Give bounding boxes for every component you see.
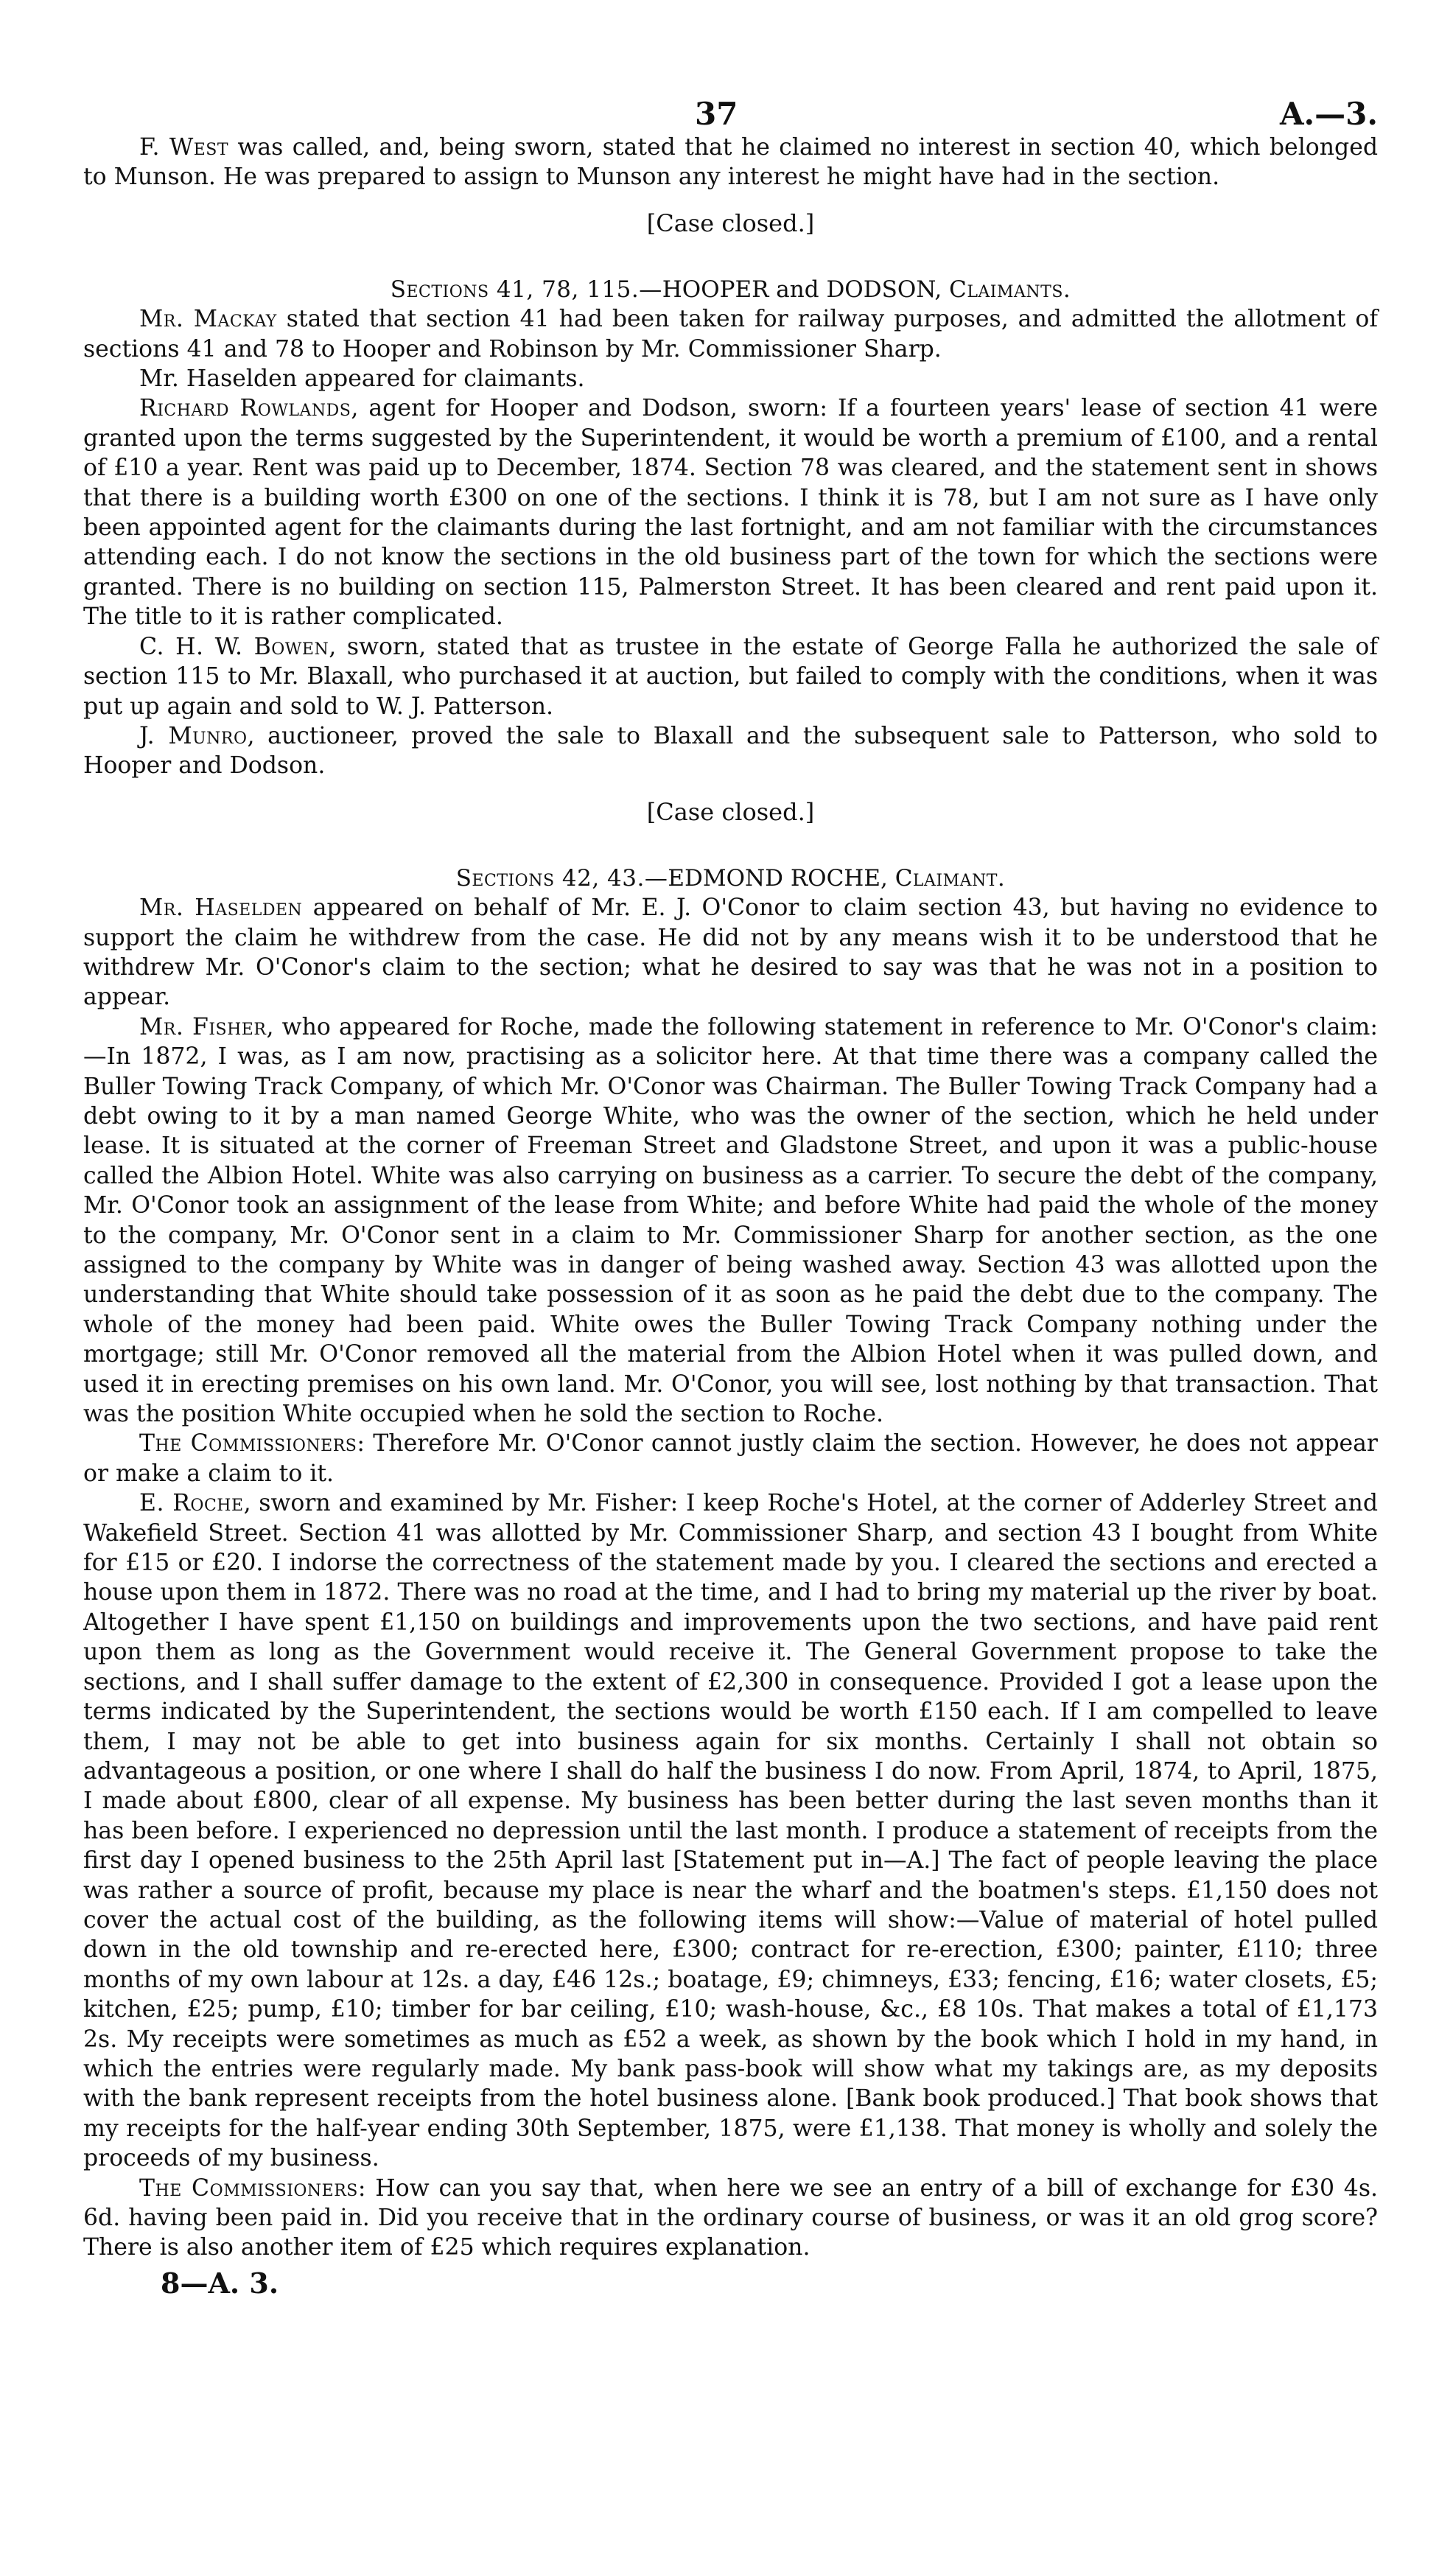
statement-text: , who appeared for Roche, made the following statement in reference to Mr. O'Conor's claim:—In 1872, I was, as I am now, practising as a solicitor here. At that time there was a company called the Buller Towing Track Company, of which Mr. O'Conor was Chairman. The Buller Towing Track Company had a debt owing to it by a man named George White, who was the owner of the section, which he held under lease. It is situated at the corner of Freeman Street and Gladstone Street, and upon it was a public-house called the Albion Hotel. White was also carrying on business as a carrier. To secure the debt of the company, Mr. O'Conor took an assignment of the lease from White; and before White had paid the whole of the money to the company, Mr. O'Conor sent in a claim to Mr. Commissioner Sharp for another section, as the one assigned to the company by White was in danger of being washed away. Section 43 was allotted upon the understanding that White should take possession of it as soon as he paid the debt due to the company. The whole of the money had been paid. White owes the Buller Towing Track Company nothing under the mortgage; still Mr. O'Conor removed all the material from the Albion Hotel when it was pulled down, and used it in erecting premises on his own land. Mr. O'Conor, you will see, lost nothing by that transaction. That was the position White occupied when he sold the section to Roche. — [83, 1013, 1378, 1428]
heading-role: Claimant. — [894, 865, 1006, 892]
speaker-name: Mr. Mackay — [139, 306, 277, 333]
speaker-name: Mr. Fisher — [139, 1013, 267, 1040]
commissioners-remark — [83, 1429, 1378, 1488]
munro-testimony — [83, 721, 1378, 781]
page-content — [83, 0, 1378, 2298]
commissioners-question — [83, 2174, 1378, 2263]
haselden-statement — [83, 893, 1378, 1012]
haselden-note: Mr. Haselden appeared for claimants. — [139, 365, 585, 393]
page-header — [83, 0, 1378, 133]
statement-text: , sworn, stated that as trustee in the estate of George Falla he authorized the sale of section 115 to Mr. Blaxall, who purchased it at auction, but failed to comply with the conditions, when it was put up again and sold to W. J. Patterson. — [83, 633, 1378, 720]
section-heading-hooper — [83, 275, 1378, 304]
case-closed-note: [Case closed.] — [646, 797, 815, 826]
statement-text: , sworn and examined by Mr. Fisher: I keep Roche's Hotel, at the corner of Adderley Street and Wakefield Street. Section 41 was allotted by Mr. Commissioner Sharp, and section 43 I bought from White for £15 or £20. I indorse the correctness of the statement made by you. I cleared the sections and erected a house upon them in 1872. There was no road at the time, and I had to bring my material up the river by boat. Altogether I have spent £1,150 on buildings and improvements upon the two sections, and have paid rent upon them as long as the Government would receive it. The General Government propose to take the sections, and I shall suffer damage to the extent of £2,300 in consequence. Provided I got a lease upon the terms indicated by the Superintendent, the sections would be worth £150 each. If I am compelled to leave them, I may not be able to get into business again for six months. Certainly I shall not obtain so advantageous a position, or one where I shall do half the business I do now. From April, 1874, to April, 1875, I made about £800, clear of all expense. My business has been better during the last seven months than it has been before. I experienced no depression until the last month. I produce a statement of receipts from the first day I opened business to the 25th April last [Statement put in—A.] The fact of people leaving the place was rather a source of profit, because my place is near the wharf and the boatmen's steps. £1,150 does not cover the actual cost of the building, as the following items will show:—Value of material of hotel pulled down in the old township and re-erected here, £300; contract for re-erection, £300; painter, £110; three months of my own labour at 12s. a day, £46 12s.; boatage, £9; chimneys, £33; fencing, £16; water closets, £5; kitchen, £25; pump, £10; timber for bar ceiling, £10; wash-house, &c., £8 10s. That makes a total of £1,173 2s. My receipts were sometimes as much as £52 a week, as shown by the book which I hold in my hand, in which the entries were regularly made. My bank pass-book will show what my takings are, as my deposits with the bank represent receipts from the hotel business alone. [Bank book produced.] That book shows that my receipts for the half-year ending 30th September, 1875, were £1,138. That money is wholly and solely the proceeds of my business. — [83, 1490, 1378, 2172]
statement-text: : Therefore Mr. O'Conor cannot justly claim the section. However, he does not appear or make a claim to it. — [83, 1430, 1378, 1487]
section-gap — [83, 238, 1378, 275]
speaker-name: Mr. Haselden — [139, 895, 303, 922]
heading-claimants: EDMOND ROCHE, — [668, 865, 895, 892]
speaker-name: J. Munro — [139, 722, 248, 749]
heading-sections: Sections 42, 43.— — [455, 865, 668, 892]
speaker-name: Richard Rowlands — [139, 395, 351, 422]
statement-text: , auctioneer, proved the sale to Blaxall and the subsequent sale to Patterson, who sold to Hooper and Dodson. — [83, 722, 1378, 780]
heading-claimants: HOOPER and DODSON, — [662, 276, 950, 304]
statement-text: : How can you say that, when here we see an entry of a bill of exchange for £30 4s. 6d. having been paid in. Did you receive that in the ordinary course of business, or was it an old grog score? There is also another item of £25 which requires explanation. — [83, 2174, 1379, 2261]
speaker-name: The Commissioners — [139, 1430, 357, 1457]
fisher-statement — [83, 1012, 1378, 1429]
speaker-name: The Commissioners — [139, 2174, 358, 2202]
section-heading-roche — [83, 864, 1378, 893]
page-number: 37 — [695, 96, 738, 132]
roche-testimony — [83, 1488, 1378, 2173]
bowen-testimony — [83, 632, 1378, 721]
statement-text: , agent for Hooper and Dodson, sworn: If a fourteen years' lease of section 41 were granted upon the terms suggested by the Superintendent, it would be worth a premium of £100, and a rental of £10 a year. Rent was paid up to December, 1874. Section 78 was cleared, and the statement sent in shows that there is a building worth £300 on one of the sections. I think it is 78, but I am not sure as I have only been appointed agent for the claimants during the last fortnight, and am not familiar with the circumstances attending each. I do not know the sections in the old business part of the town for which the sections were granted. There is no building on section 115, Palmerston Street. It has been cleared and rent paid upon it. The title to it is rather complicated. — [83, 395, 1378, 631]
rowlands-testimony — [83, 393, 1378, 631]
heading-role: Claimants. — [949, 276, 1071, 304]
statement-text: appeared on behalf of Mr. E. J. O'Conor to claim section 43, but having no evidence to support the claim he withdrew from the case. He did not by any means wish it to be understood that he withdrew Mr. O'Conor's claim to the section; what he desired to say was that he was not in a position to appear. — [83, 895, 1378, 1011]
heading-sections: Sections 41, 78, 115.— — [390, 276, 662, 304]
speaker-name: C. H. W. Bowen — [139, 633, 329, 660]
speaker-name: E. Roche — [139, 1490, 244, 1517]
mackay-statement — [83, 304, 1378, 364]
case-closed-note: [Case closed.] — [646, 209, 815, 237]
document-reference: A.—3. — [1279, 96, 1378, 132]
section-gap — [83, 827, 1378, 864]
signature-mark: 8—A. 3. — [161, 2266, 279, 2300]
speaker-name: F. West — [139, 134, 229, 161]
statement-text: stated that section 41 had been taken for railway purposes, and admitted the allotment of sections 41 and 78 to Hooper and Robinson by Mr. Commissioner Sharp. — [83, 306, 1378, 363]
statement-text: was called, and, being sworn, stated that he claimed no interest in section 40, which belonged to Munson. He was prepared to assign to Munson any interest he might have had in the section. — [83, 134, 1378, 191]
west-statement — [83, 133, 1378, 192]
